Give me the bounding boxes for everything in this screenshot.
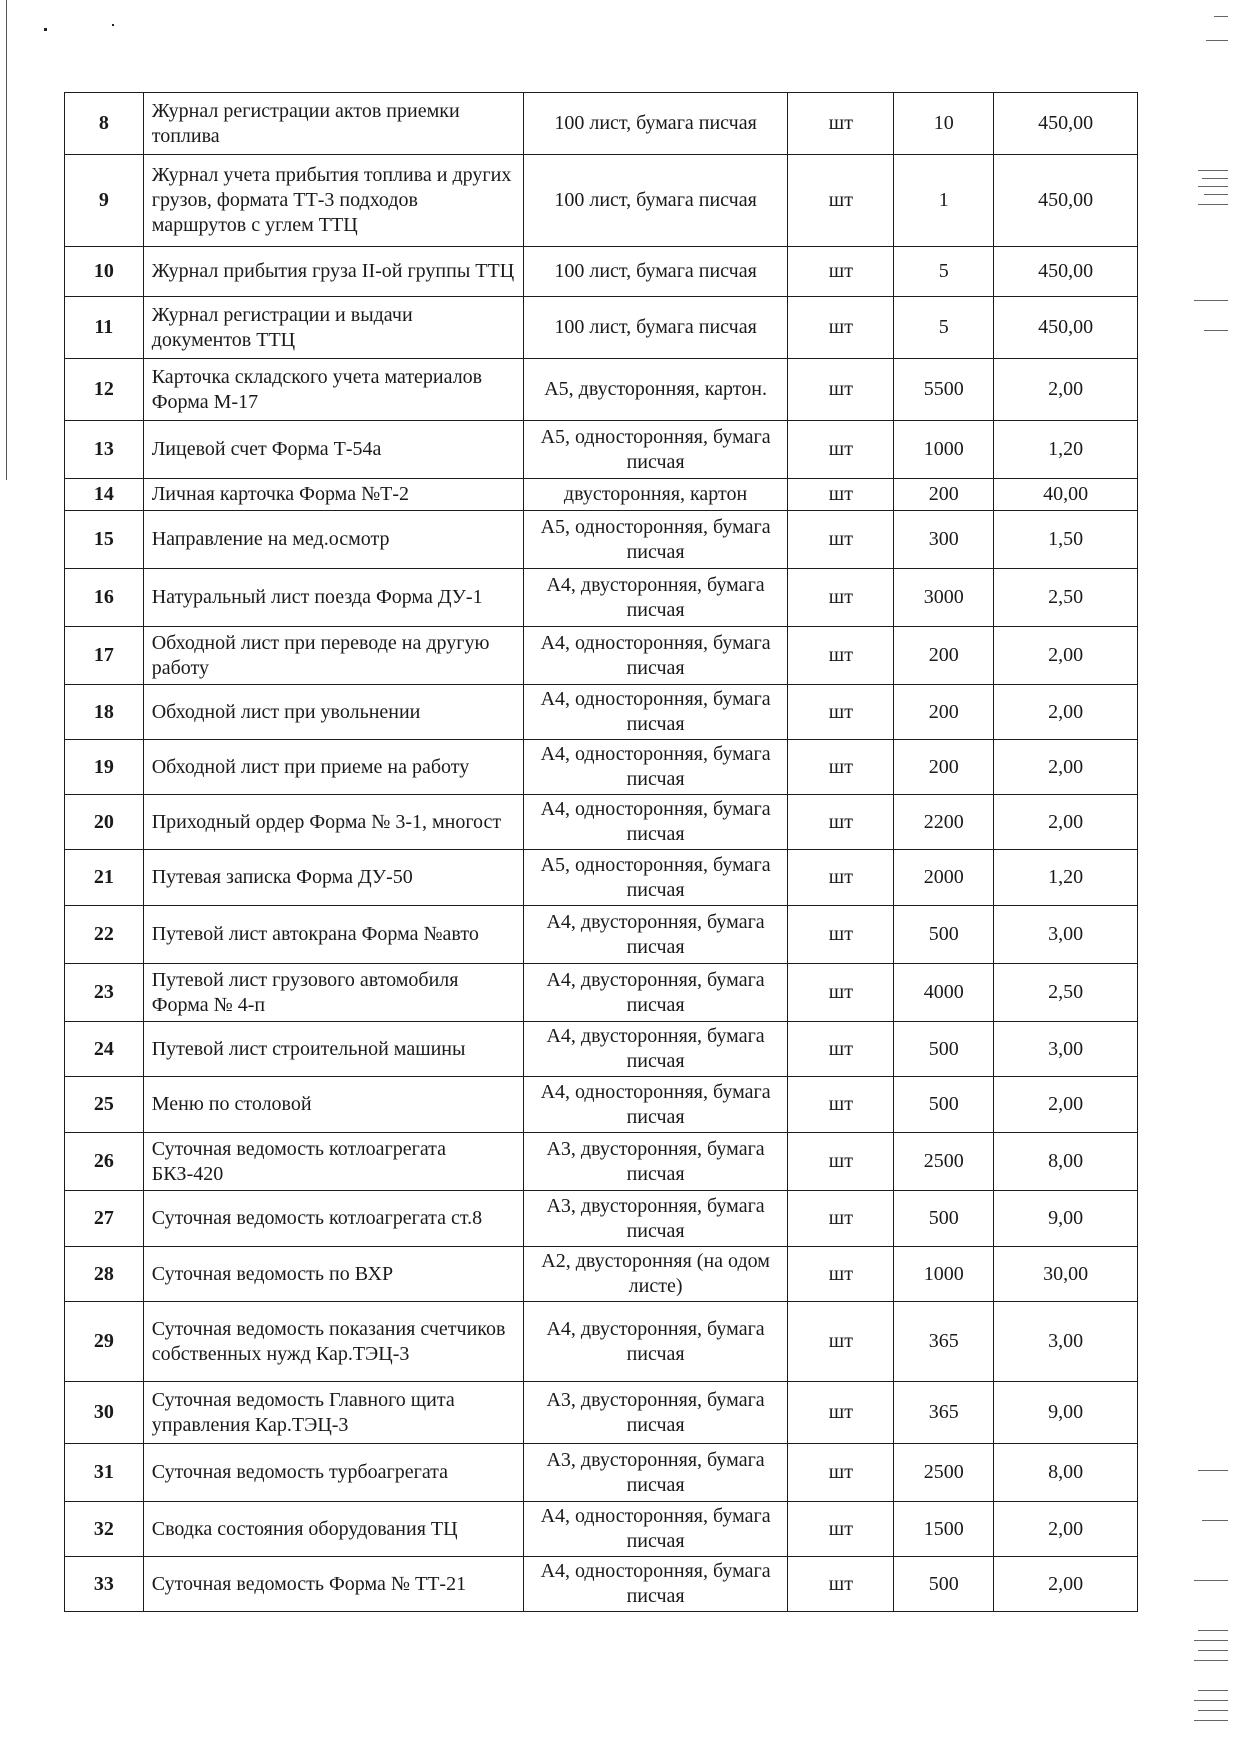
format-spec-cell: 100 лист, бумага писчая [523,247,788,297]
unit-cell: шт [788,1557,894,1612]
forms-price-table [64,92,1138,1612]
quantity-cell: 300 [894,511,994,569]
format-spec-cell: А4, односторонняя, бумага писчая [523,1077,788,1133]
table-row [65,1382,1138,1444]
unit-cell: шт [788,795,894,850]
quantity-cell: 500 [894,1077,994,1133]
format-spec-cell: двусторонняя, картон [523,479,788,511]
quantity-cell: 1500 [894,1502,994,1557]
form-name-cell: Суточная ведомость котлоагрегата ст.8 [143,1191,523,1247]
quantity-cell: 2500 [894,1444,994,1502]
row-number-cell: 11 [65,297,144,359]
scan-edge-line [6,0,7,480]
unit-cell: шт [788,685,894,740]
unit-cell: шт [788,1444,894,1502]
table-row [65,685,1138,740]
row-number-cell: 17 [65,627,144,685]
table-body [65,93,1138,1612]
unit-price-cell: 9,00 [994,1382,1138,1444]
form-name-cell: Суточная ведомость показания счетчиков собственных нужд Кар.ТЭЦ-3 [143,1302,523,1382]
quantity-cell: 5 [894,297,994,359]
format-spec-cell: А4, двусторонняя, бумага писчая [523,1302,788,1382]
form-name-cell: Сводка состояния оборудования ТЦ [143,1502,523,1557]
quantity-cell: 200 [894,479,994,511]
row-number-cell: 22 [65,906,144,964]
form-name-cell: Суточная ведомость турбоагрегата [143,1444,523,1502]
table-row [65,627,1138,685]
unit-price-cell: 1,50 [994,511,1138,569]
unit-price-cell: 8,00 [994,1444,1138,1502]
form-name-cell: Суточная ведомость Форма № ТТ-21 [143,1557,523,1612]
format-spec-cell: А4, односторонняя, бумага писчая [523,795,788,850]
table-row [65,906,1138,964]
unit-price-cell: 450,00 [994,297,1138,359]
unit-cell: шт [788,569,894,627]
quantity-cell: 1000 [894,1247,994,1302]
form-name-cell: Лицевой счет Форма Т-54а [143,421,523,479]
form-name-cell: Путевая записка Форма ДУ-50 [143,850,523,906]
unit-cell: шт [788,247,894,297]
format-spec-cell: А4, односторонняя, бумага писчая [523,627,788,685]
format-spec-cell: А4, двусторонняя, бумага писчая [523,964,788,1022]
table-row [65,511,1138,569]
form-name-cell: Натуральный лист поезда Форма ДУ-1 [143,569,523,627]
form-name-cell: Суточная ведомость Главного щита управления Кар.ТЭЦ-3 [143,1382,523,1444]
table-row [65,1502,1138,1557]
form-name-cell: Карточка складского учета материалов Форма М-17 [143,359,523,421]
format-spec-cell: А5, двусторонняя, картон. [523,359,788,421]
table-row [65,297,1138,359]
format-spec-cell: А4, односторонняя, бумага писчая [523,740,788,795]
table-row [65,964,1138,1022]
row-number-cell: 26 [65,1133,144,1191]
table-row [65,1022,1138,1077]
row-number-cell: 8 [65,93,144,155]
format-spec-cell: А5, односторонняя, бумага писчая [523,421,788,479]
unit-price-cell: 2,00 [994,740,1138,795]
row-number-cell: 15 [65,511,144,569]
unit-price-cell: 2,00 [994,1502,1138,1557]
unit-cell: шт [788,1077,894,1133]
unit-price-cell: 2,50 [994,964,1138,1022]
unit-price-cell: 2,00 [994,795,1138,850]
format-spec-cell: 100 лист, бумага писчая [523,93,788,155]
quantity-cell: 2200 [894,795,994,850]
format-spec-cell: А4, двусторонняя, бумага писчая [523,906,788,964]
table-row [65,1444,1138,1502]
unit-price-cell: 3,00 [994,1022,1138,1077]
row-number-cell: 30 [65,1382,144,1444]
row-number-cell: 18 [65,685,144,740]
table-row [65,569,1138,627]
quantity-cell: 10 [894,93,994,155]
table-row [65,1077,1138,1133]
format-spec-cell: А4, двусторонняя, бумага писчая [523,569,788,627]
unit-price-cell: 3,00 [994,906,1138,964]
unit-cell: шт [788,1022,894,1077]
row-number-cell: 32 [65,1502,144,1557]
form-name-cell: Журнал регистрации и выдачи документов ТТЦ [143,297,523,359]
unit-price-cell: 2,00 [994,685,1138,740]
form-name-cell: Путевой лист грузового автомобиля Форма № 4-п [143,964,523,1022]
form-name-cell: Меню по столовой [143,1077,523,1133]
table-row [65,740,1138,795]
quantity-cell: 5 [894,247,994,297]
quantity-cell: 500 [894,1557,994,1612]
quantity-cell: 2500 [894,1133,994,1191]
unit-cell: шт [788,964,894,1022]
unit-price-cell: 2,00 [994,1077,1138,1133]
row-number-cell: 20 [65,795,144,850]
scan-edge-artifacts [1188,0,1228,1754]
unit-cell: шт [788,155,894,247]
row-number-cell: 24 [65,1022,144,1077]
unit-cell: шт [788,421,894,479]
unit-price-cell: 40,00 [994,479,1138,511]
unit-cell: шт [788,740,894,795]
format-spec-cell: А2, двусторонняя (на одом листе) [523,1247,788,1302]
unit-price-cell: 30,00 [994,1247,1138,1302]
unit-cell: шт [788,1247,894,1302]
unit-price-cell: 450,00 [994,93,1138,155]
format-spec-cell: А4, односторонняя, бумага писчая [523,1502,788,1557]
form-name-cell: Суточная ведомость по ВХР [143,1247,523,1302]
quantity-cell: 200 [894,740,994,795]
unit-price-cell: 450,00 [994,155,1138,247]
unit-cell: шт [788,511,894,569]
form-name-cell: Направление на мед.осмотр [143,511,523,569]
form-name-cell: Путевой лист строительной машины [143,1022,523,1077]
format-spec-cell: А4, односторонняя, бумага писчая [523,685,788,740]
unit-cell: шт [788,1191,894,1247]
row-number-cell: 9 [65,155,144,247]
table-row [65,247,1138,297]
row-number-cell: 27 [65,1191,144,1247]
quantity-cell: 365 [894,1302,994,1382]
table-row [65,359,1138,421]
table-row [65,1247,1138,1302]
format-spec-cell: А5, односторонняя, бумага писчая [523,511,788,569]
form-name-cell: Путевой лист автокрана Форма №авто [143,906,523,964]
table-row [65,155,1138,247]
row-number-cell: 33 [65,1557,144,1612]
unit-cell: шт [788,359,894,421]
quantity-cell: 2000 [894,850,994,906]
unit-price-cell: 2,00 [994,627,1138,685]
quantity-cell: 365 [894,1382,994,1444]
row-number-cell: 23 [65,964,144,1022]
quantity-cell: 500 [894,1191,994,1247]
form-name-cell: Обходной лист при переводе на другую работу [143,627,523,685]
quantity-cell: 500 [894,906,994,964]
quantity-cell: 500 [894,1022,994,1077]
form-name-cell: Обходной лист при приеме на работу [143,740,523,795]
quantity-cell: 4000 [894,964,994,1022]
row-number-cell: 19 [65,740,144,795]
table-row [65,479,1138,511]
scan-speck [44,28,47,31]
format-spec-cell: А5, односторонняя, бумага писчая [523,850,788,906]
unit-cell: шт [788,1133,894,1191]
quantity-cell: 5500 [894,359,994,421]
unit-cell: шт [788,479,894,511]
format-spec-cell: 100 лист, бумага писчая [523,155,788,247]
unit-cell: шт [788,1382,894,1444]
row-number-cell: 29 [65,1302,144,1382]
row-number-cell: 21 [65,850,144,906]
quantity-cell: 200 [894,685,994,740]
table-row [65,1557,1138,1612]
row-number-cell: 10 [65,247,144,297]
row-number-cell: 31 [65,1444,144,1502]
format-spec-cell: А3, двусторонняя, бумага писчая [523,1382,788,1444]
unit-price-cell: 2,50 [994,569,1138,627]
table-row [65,795,1138,850]
unit-price-cell: 1,20 [994,421,1138,479]
format-spec-cell: А3, двусторонняя, бумага писчая [523,1133,788,1191]
row-number-cell: 14 [65,479,144,511]
table-row [65,421,1138,479]
unit-cell: шт [788,850,894,906]
format-spec-cell: А3, двусторонняя, бумага писчая [523,1191,788,1247]
row-number-cell: 13 [65,421,144,479]
row-number-cell: 12 [65,359,144,421]
row-number-cell: 25 [65,1077,144,1133]
table-row [65,1191,1138,1247]
format-spec-cell: А4, двусторонняя, бумага писчая [523,1022,788,1077]
unit-price-cell: 8,00 [994,1133,1138,1191]
table-row [65,1133,1138,1191]
quantity-cell: 1 [894,155,994,247]
quantity-cell: 200 [894,627,994,685]
table-row [65,850,1138,906]
unit-cell: шт [788,93,894,155]
unit-price-cell: 2,00 [994,1557,1138,1612]
unit-price-cell: 450,00 [994,247,1138,297]
form-name-cell: Суточная ведомость котлоагрегата БКЗ-420 [143,1133,523,1191]
form-name-cell: Обходной лист при увольнении [143,685,523,740]
format-spec-cell: 100 лист, бумага писчая [523,297,788,359]
unit-price-cell: 9,00 [994,1191,1138,1247]
quantity-cell: 1000 [894,421,994,479]
unit-price-cell: 3,00 [994,1302,1138,1382]
unit-cell: шт [788,906,894,964]
form-name-cell: Приходный ордер Форма № 3-1, многост [143,795,523,850]
unit-cell: шт [788,627,894,685]
scan-speck [112,24,114,26]
row-number-cell: 16 [65,569,144,627]
form-name-cell: Журнал учета прибытия топлива и других грузов, формата ТТ-3 подходов маршрутов с углем ТТЦ [143,155,523,247]
form-name-cell: Журнал регистрации актов приемки топлива [143,93,523,155]
unit-cell: шт [788,297,894,359]
form-name-cell: Журнал прибытия груза II-ой группы ТТЦ [143,247,523,297]
table-row [65,1302,1138,1382]
quantity-cell: 3000 [894,569,994,627]
form-name-cell: Личная карточка Форма №Т-2 [143,479,523,511]
unit-cell: шт [788,1302,894,1382]
row-number-cell: 28 [65,1247,144,1302]
unit-price-cell: 1,20 [994,850,1138,906]
table-row [65,93,1138,155]
format-spec-cell: А4, односторонняя, бумага писчая [523,1557,788,1612]
format-spec-cell: А3, двусторонняя, бумага писчая [523,1444,788,1502]
unit-price-cell: 2,00 [994,359,1138,421]
unit-cell: шт [788,1502,894,1557]
